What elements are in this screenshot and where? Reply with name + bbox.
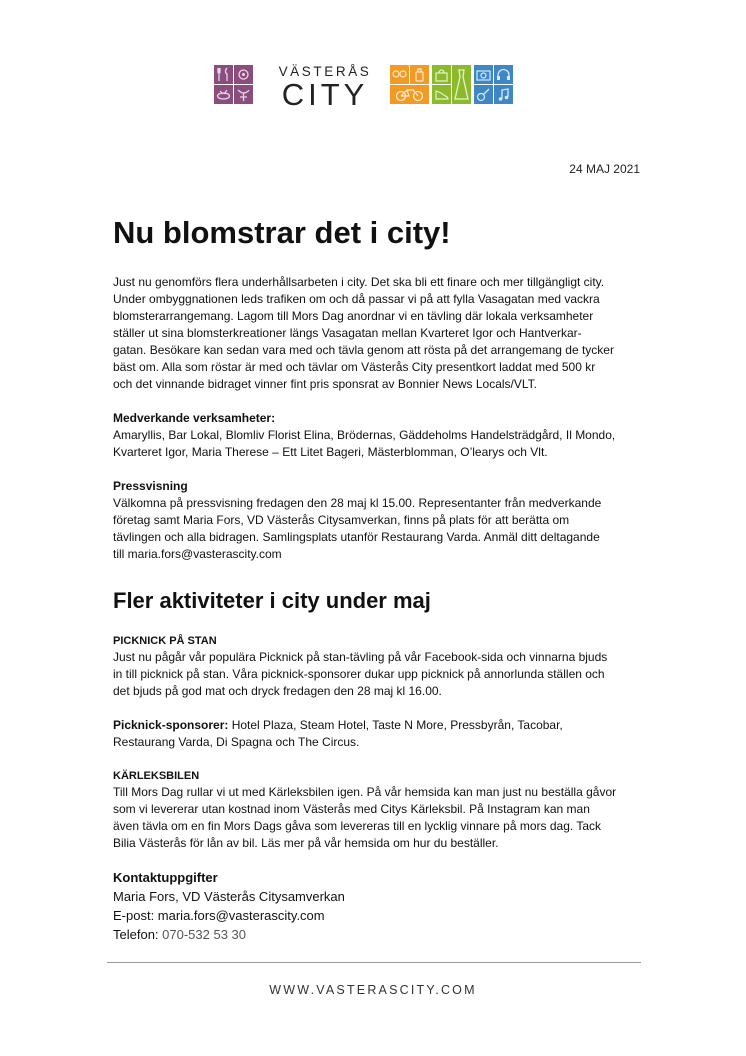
perfume-icon: [410, 65, 429, 84]
intro-line: bäst om. Alla som röstar är med och tävlar om Västerås City presentkort laddat med 500 kr: [113, 360, 596, 374]
intro-paragraph: [113, 274, 643, 393]
press-heading: Pressvisning: [113, 479, 188, 493]
love-car-line: Till Mors Dag rullar vi ut med Kärleksbilen igen. På vår hemsida kan man just nu beställa gåvor: [113, 785, 617, 799]
contact-email[interactable]: E-post: maria.fors@vasterascity.com: [113, 908, 325, 923]
handbag-icon: [432, 65, 451, 84]
love-car-heading: KÄRLEKSBILEN: [113, 770, 200, 782]
intro-line: och det vinnande bidraget vinner fint pris sponsrat av Bonnier News Locals/VLT.: [113, 377, 538, 391]
cup-icon: [234, 65, 253, 84]
sponsors-label: Picknick-sponsorer:: [113, 718, 229, 732]
section-title: Fler aktiviteter i city under maj: [113, 588, 431, 613]
intro-line: blomsterarrangemang. Lagom till Mors Dag anordnar vi en tävling där lokala verksamheter: [113, 309, 594, 323]
love-car-line: Bilia Västerås för lån av bil. Läs mer på vår hemsida om hur du beställer.: [113, 836, 499, 850]
sponsors-line: Restaurang Varda, Di Spagna och The Circus.: [113, 735, 360, 749]
footer-divider: [107, 962, 641, 963]
sponsors-line: [113, 717, 643, 734]
sponsors-list: Hotel Plaza, Steam Hotel, Taste N More, Pressbyrån, Tacobar,: [228, 718, 563, 732]
press-line: tävlingen och alla bidragen. Samlingsplats utanför Restaurang Varda. Anmäl ditt deltagande: [113, 530, 600, 544]
document-date: 24 MAJ 2021: [569, 162, 640, 176]
picnic-heading: PICKNICK PÅ STAN: [113, 635, 217, 647]
contact-phone: [113, 925, 643, 944]
logo-wordmark-top: VÄSTERÅS: [278, 64, 372, 79]
guitar-icon: [474, 85, 493, 104]
contact-heading: Kontaktuppgifter: [113, 870, 218, 885]
picnic-line: Just nu pågår vår populära Picknick på stan-tävling på vår Facebook-sida och vinnarna bjuds: [113, 650, 608, 664]
intro-line: Just nu genomförs flera underhållsarbeten i city. Det ska bli ett finare och mer tillgängligt city.: [113, 275, 605, 289]
headphones-icon: [494, 65, 513, 84]
love-car-line: som vi levererar utan kostnad inom Västerås med Citys Kärleksbil. På Instagram kan man: [113, 802, 590, 816]
bicycle-icon: [390, 85, 429, 104]
page-title: Nu blomstrar det i city!: [113, 215, 451, 250]
footer-website[interactable]: WWW.VASTERASCITY.COM: [269, 983, 477, 997]
shoe-icon: [432, 85, 451, 104]
press-line: till maria.fors@vasterascity.com: [113, 547, 282, 561]
intro-line: Under ombyggnationen leds trafiken om och då passar vi på att fylla Vasagatan med vackra: [113, 292, 600, 306]
phone-number[interactable]: 070-532 53 30: [162, 927, 247, 942]
phone-label: Telefon:: [113, 927, 163, 942]
participants-line: Amaryllis, Bar Lokal, Blomliv Florist Elina, Brödernas, Gäddeholms Handelsträdgård, Il Mondo,: [113, 428, 616, 442]
dress-icon: [452, 65, 471, 104]
vasteras-city-logo: [214, 64, 536, 112]
participants-heading: Medverkande verksamheter:: [113, 411, 276, 425]
music-note-icon: [494, 85, 513, 104]
lobster-icon: [234, 85, 253, 104]
participants-line: Kvarteret Igor, Maria Therese – Ett Litet Bageri, Mästerblomman, O’learys och Vlt.: [113, 445, 548, 459]
intro-line: gatan. Besökare kan sedan vara med och tävla genom att rösta på det arrangemang de tycker: [113, 343, 614, 357]
fork-knife-icon: [214, 65, 233, 84]
contact-name: Maria Fors, VD Västerås Citysamverkan: [113, 889, 345, 904]
intro-line: ställer ut sina blomsterkreationer längs Vasagatan mellan Kvarteret Igor och Hantverkar-: [113, 326, 582, 340]
glasses-icon: [390, 65, 409, 84]
press-line: företag samt Maria Fors, VD Västerås Citysamverkan, finns på plats för att berätta om: [113, 513, 570, 527]
picnic-line: in till picknick på stan. Våra picknick-sponsorer dukar upp picknick på annorlunda ställen och: [113, 667, 605, 681]
document-body: [113, 214, 643, 944]
picnic-line: det bjuds på god mat och dryck fredagen den 28 maj kl 16.00.: [113, 684, 442, 698]
love-car-line: även tävla om en fin Mors Dags gåva som levereras till en lycklig vinnare på mors dag. Tack: [113, 819, 601, 833]
press-line: Välkomna på pressvisning fredagen den 28 maj kl 15.00. Representanter från medverkande: [113, 496, 602, 510]
plate-icon: [214, 85, 233, 104]
camera-icon: [474, 65, 493, 84]
logo-wordmark-bottom: CITY: [281, 77, 369, 112]
